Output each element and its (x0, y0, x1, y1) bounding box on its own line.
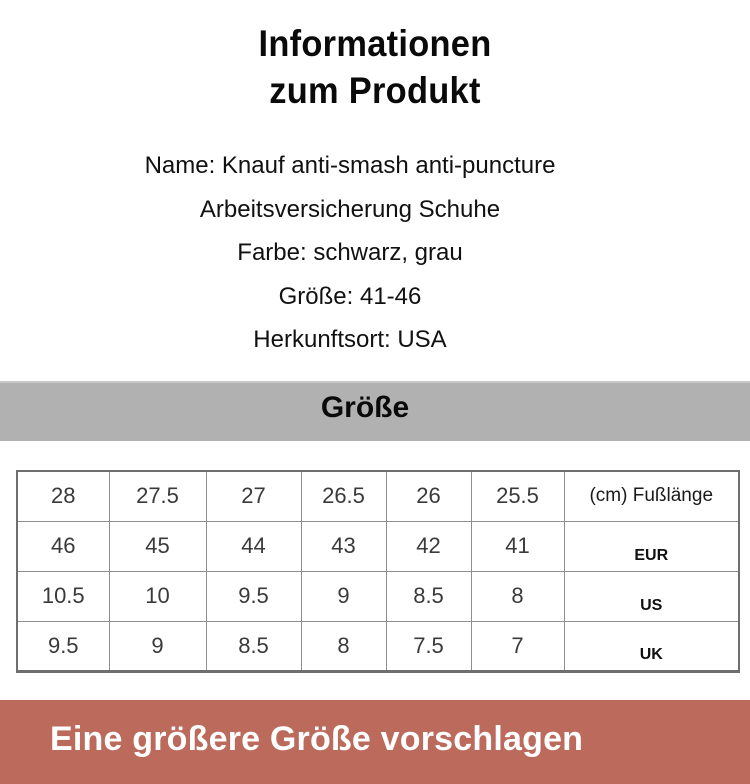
table-row-foot-length (17, 471, 739, 521)
product-size-range: Größe: 41-46 (278, 282, 422, 310)
table-cell: 8.5 (206, 621, 301, 671)
title-line-1: Informationen (258, 23, 492, 64)
row-label-foot-length: (cm) Fußlänge (564, 471, 739, 521)
table-row-us (17, 571, 739, 621)
product-name: Name: Knauf anti-smash anti-puncture (144, 152, 556, 179)
suggest-larger-size-banner[interactable] (0, 700, 750, 784)
table-cell: 27.5 (109, 471, 206, 521)
table-cell: 28 (17, 471, 109, 521)
table-cell: 10.5 (17, 571, 109, 621)
suggest-larger-size-label: Eine größere Größe vorschlagen (50, 720, 584, 758)
table-cell: 45 (109, 521, 206, 571)
title-line-2: zum Produkt (269, 70, 481, 111)
table-cell: 9 (109, 621, 206, 671)
table-cell: 8 (301, 621, 386, 671)
table-cell: 9 (301, 571, 386, 621)
table-cell: 25.5 (471, 471, 564, 521)
table-cell: 46 (17, 521, 109, 571)
table-cell: 8.5 (386, 571, 471, 621)
table-cell: 26.5 (301, 471, 386, 521)
size-heading: Größe (320, 391, 410, 424)
table-cell: 26 (386, 471, 471, 521)
product-info (0, 146, 700, 364)
table-cell: 9.5 (206, 571, 301, 621)
table-cell: 10 (109, 571, 206, 621)
table-cell: 7.5 (386, 621, 471, 671)
table-cell: 9.5 (17, 621, 109, 671)
product-color: Farbe: schwarz, grau (237, 239, 463, 266)
page-title (0, 20, 750, 114)
table-cell: 8 (471, 571, 564, 621)
size-section-header (0, 381, 750, 441)
table-cell: 41 (471, 521, 564, 571)
table-cell: 44 (206, 521, 301, 571)
product-origin: Herkunftsort: USA (253, 326, 447, 353)
row-label-uk: UK (564, 621, 739, 671)
product-name-continued: Arbeitsversicherung Schuhe (199, 195, 501, 223)
row-label-eur: EUR (564, 521, 739, 571)
table-cell: 42 (386, 521, 471, 571)
row-label-us: US (564, 571, 739, 621)
table-cell: 7 (471, 621, 564, 671)
size-chart-table (16, 470, 740, 673)
table-row-uk (17, 621, 739, 671)
table-cell: 43 (301, 521, 386, 571)
table-row-eur (17, 521, 739, 571)
table-cell: 27 (206, 471, 301, 521)
